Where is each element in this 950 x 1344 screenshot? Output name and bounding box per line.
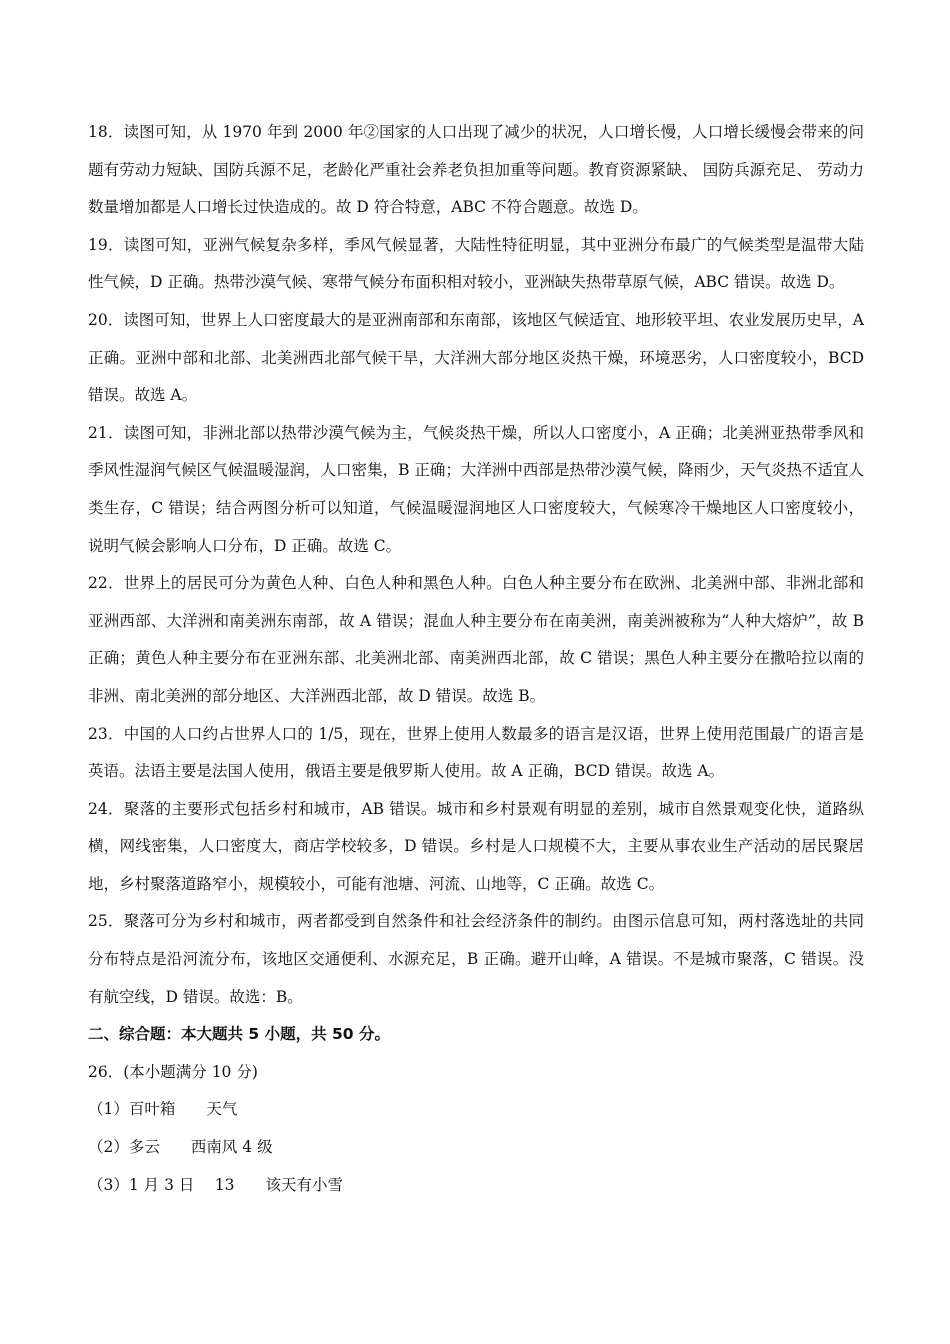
answer-20: 20．读图可知，世界上人口密度最大的是亚洲南部和东南部，该地区气候适宜、地形较平坦、农业发展历史早，A 正确。亚洲中部和北部、北美洲西北部气候干旱，大洋洲大部分地区炎热干燥，环境恶劣，人口密度较小，BCD 错误。故选 A。: [88, 310, 864, 405]
question-26-part-2: （2）多云 西南风 4 级: [88, 1138, 273, 1157]
answer-18: 18．读图可知，从 1970 年到 2000 年②国家的人口出现了减少的状况，人口增长慢，人口增长缓慢会带来的问题有劳动力短缺、国防兵源不足，老龄化严重社会养老负担加重等问题。教育资源紧缺、 国防兵源充足、 劳动力数量增加都是人口增长过快造成的。故 D 符合特意，ABC 不符合题意。故选 D。: [88, 123, 864, 217]
answer-content: [88, 114, 864, 1204]
question-26-part-3: （3）1 月 3 日 13 该天有小雪: [88, 1175, 344, 1194]
section-heading: 二、综合题：本大题共 5 小题，共 50 分。: [88, 1025, 390, 1044]
answer-19: 19．读图可知，亚洲气候复杂多样，季风气候显著，大陆性特征明显，其中亚洲分布最广的气候类型是温带大陆性气候，D 正确。热带沙漠气候、寒带气候分布面积相对较小，亚洲缺失热带草原气候，ABC 错误。故选 D。: [88, 235, 864, 292]
answer-25: 25．聚落可分为乡村和城市，两者都受到自然条件和社会经济条件的制约。由图示信息可知，两村落选址的共同分布特点是沿河流分布，该地区交通便利、水源充足，B 正确。避开山峰，A 错误。不是城市聚落，C 错误。没有航空线，D 错误。故选：B。: [88, 912, 864, 1006]
answer-21: 21．读图可知，非洲北部以热带沙漠气候为主，气候炎热干燥，所以人口密度小，A 正确；北美洲亚热带季风和季风性湿润气候区气候温暖湿润，人口密集，B 正确；大洋洲中西部是热带沙漠气候，降雨少，天气炎热不适宜人类生存，C 错误；结合两图分析可以知道，气候温暖湿润地区人口密度较大，气候寒冷干燥地区人口密度较小，说明气候会影响人口分布，D 正确。故选 C。: [88, 423, 864, 555]
answer-23: 23．中国的人口约占世界人口的 1/5，现在，世界上使用人数最多的语言是汉语，世界上使用范围最广的语言是英语。法语主要是法国人使用，俄语主要是俄罗斯人使用。故 A 正确，BCD 错误。故选 A。: [88, 724, 864, 781]
question-26-part-1: （1）百叶箱 天气: [88, 1100, 238, 1119]
question-26-header: 26．(本小题满分 10 分): [88, 1062, 258, 1081]
answer-24: 24．聚落的主要形式包括乡村和城市，AB 错误。城市和乡村景观有明显的差别，城市自然景观变化快，道路纵横，网线密集，人口密度大，商店学校较多，D 错误。乡村是人口规模不大，主要从事农业生产活动的居民聚居地，乡村聚落道路窄小，规模较小，可能有池塘、河流、山地等，C 正确。故选 C。: [88, 799, 864, 893]
answer-22: 22．世界上的居民可分为黄色人种、白色人种和黑色人种。白色人种主要分布在欧洲、北美洲中部、非洲北部和亚洲西部、大洋洲和南美洲东南部，故 A 错误；混血人种主要分布在南美洲，南美洲被称为“人种大熔炉”，故 B 正确；黄色人种主要分布在亚洲东部、北美洲北部、南美洲西北部，故 C 错误；黑色人种主要分在撒哈拉以南的非洲、南北美洲的部分地区、大洋洲西北部，故 D 错误。故选 B。: [88, 574, 864, 705]
